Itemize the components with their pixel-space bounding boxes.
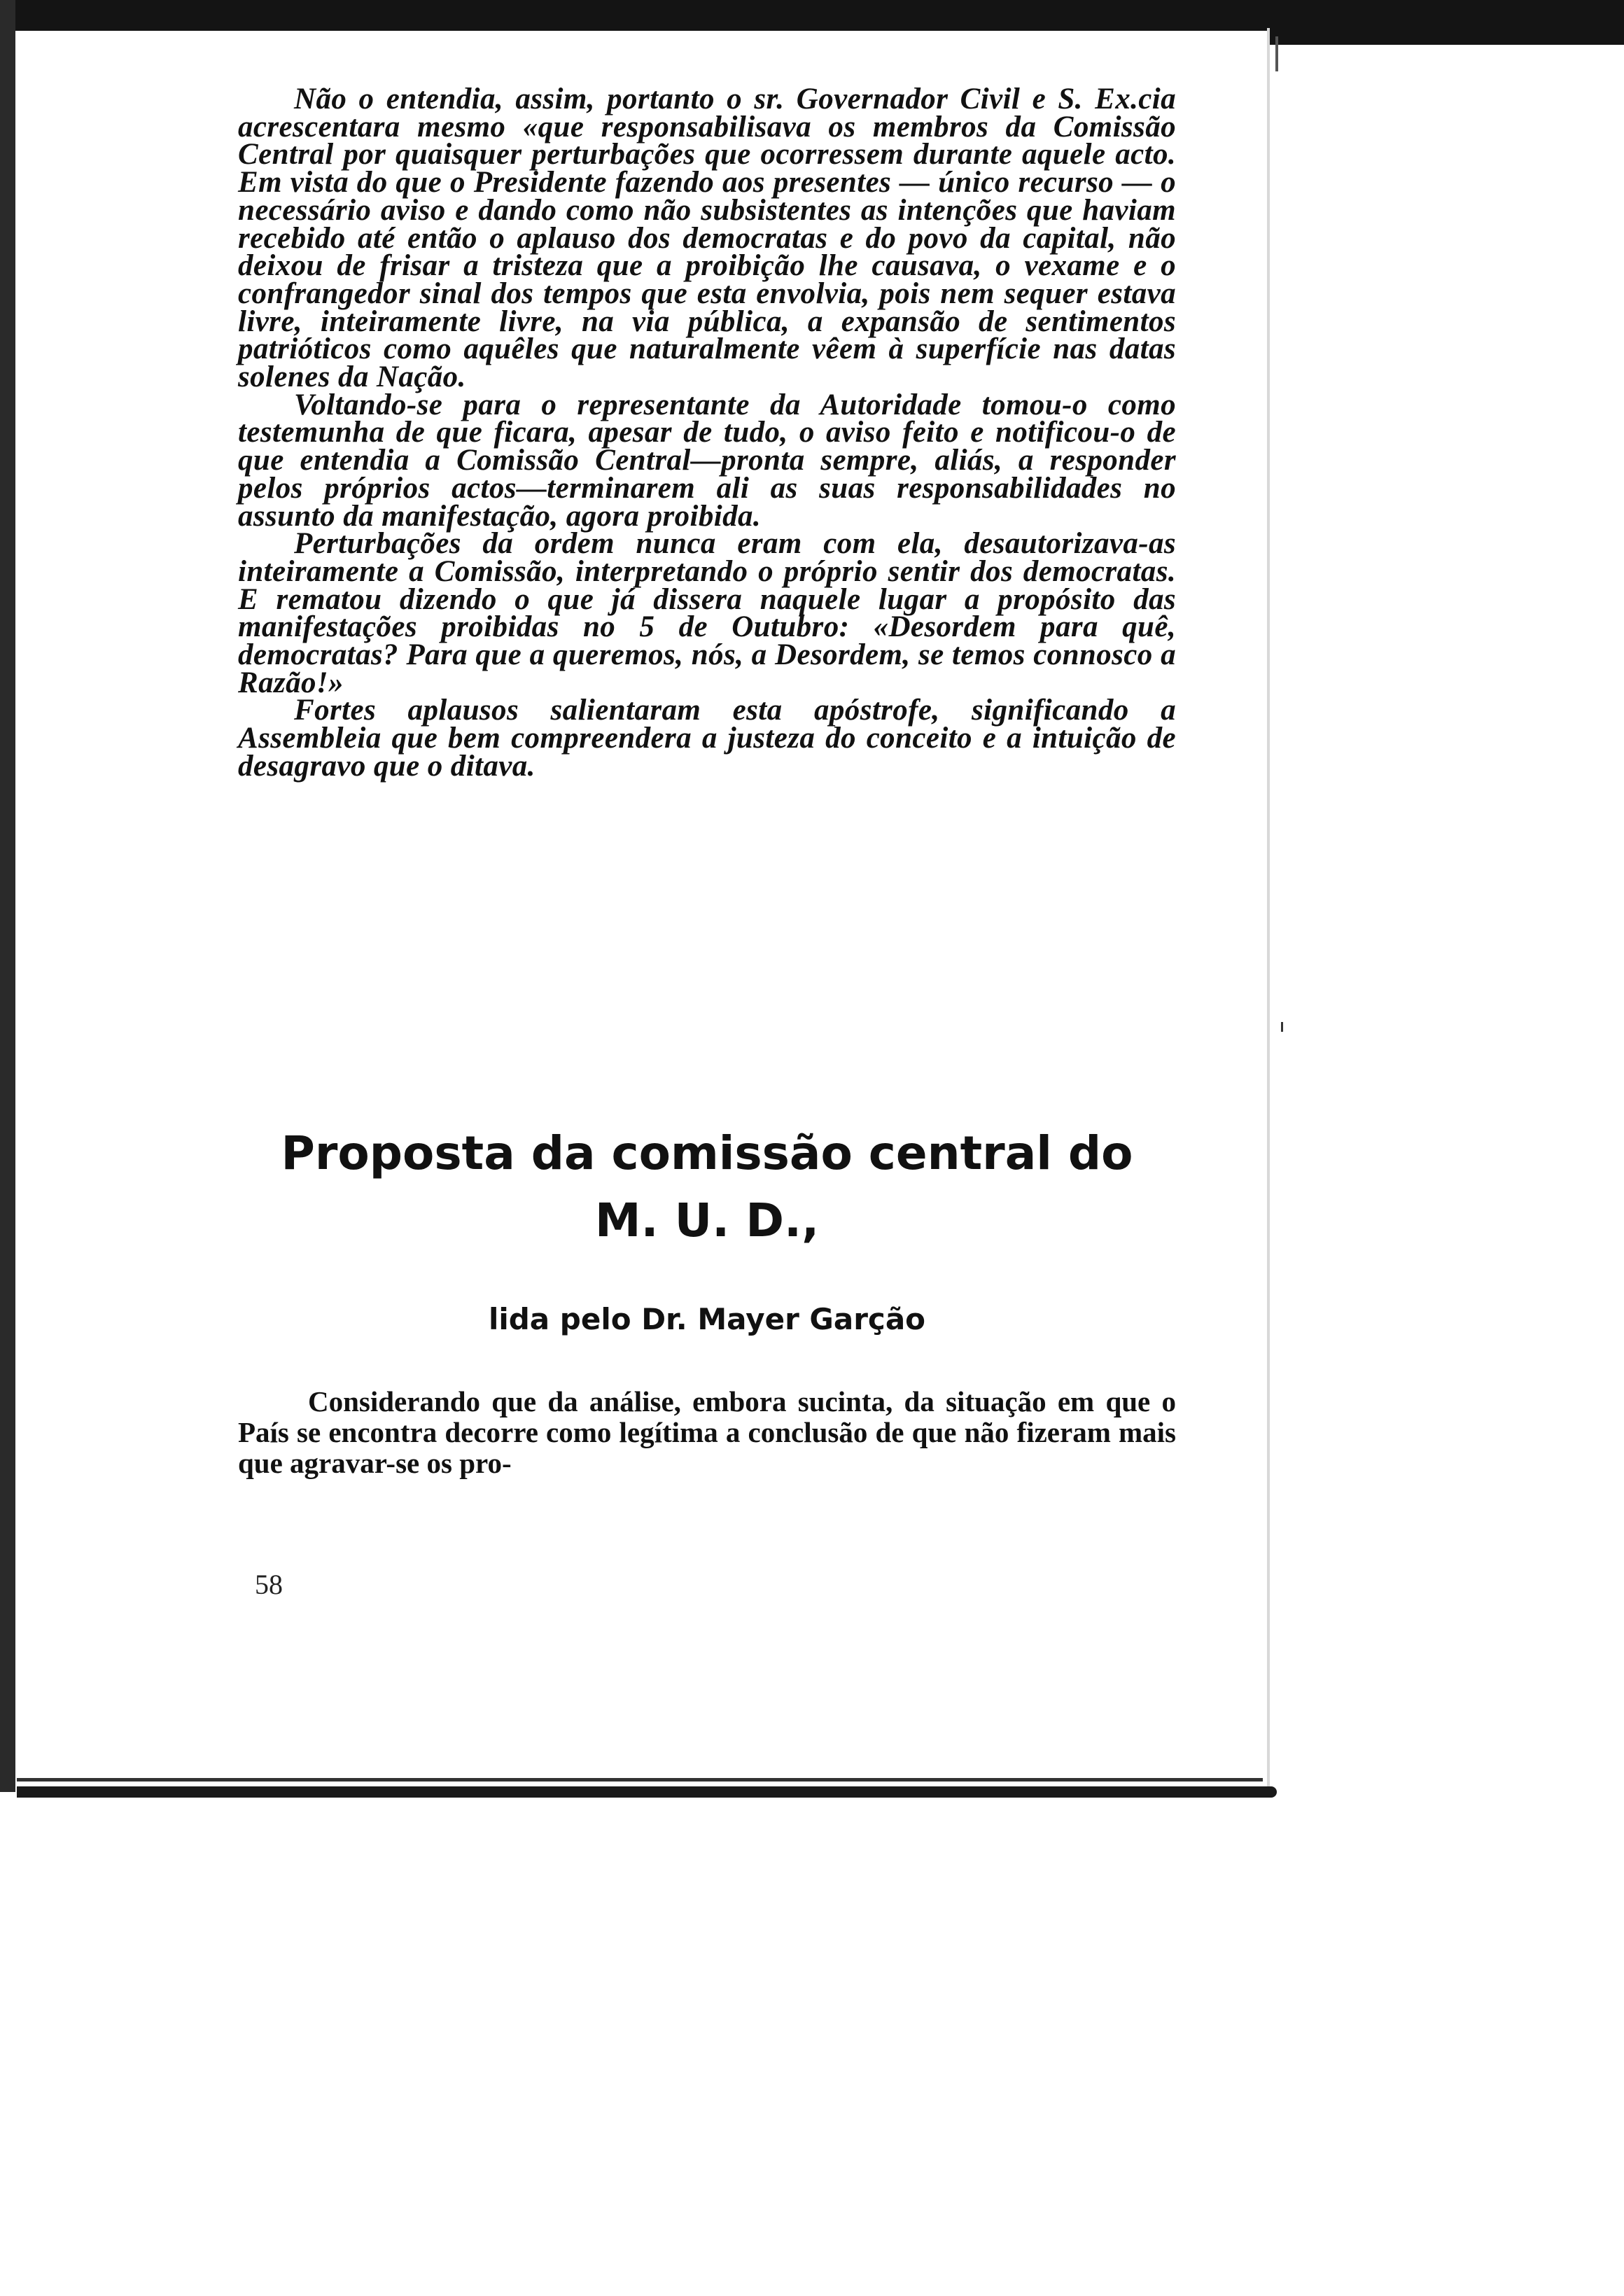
scan-border-top: [0, 0, 1624, 31]
paragraph: Não o entendia, assim, portanto o sr. Governador Civil e S. Ex.cia acrescentara mesmo «que responsabilisava os membros da Comissão Central por quaisquer perturbações que ocorressem durante aquele acto. Em vista do que o Presidente fazendo aos presentes — único recurso — o necessário aviso e dando como não subsistentes as intenções que haviam recebido até então o aplauso dos democratas e do povo da capital, não deixou de frisar a tristeza que a proibição lhe causava, o vexame e o confrangedor sinal dos tempos que esta envolvia, pois nem sequer estava livre, inteiramente livre, na via pública, a expansão de sentimentos patrióticos como aquêles que naturalmente vêem à superfície nas datas solenes da Nação.: [238, 83, 1176, 394]
scan-border-bottom: [17, 1786, 1277, 1798]
page-edge: [1267, 28, 1270, 1792]
scan-mark: [1281, 1022, 1283, 1032]
proposal-text: [238, 1386, 1176, 1478]
paragraph: Voltando-se para o representante da Autoridade tomou-o como testemunha de que ficara, apesar de tudo, o aviso feito e notificou-o de que entendia a Comissão Central—pronta sempre, aliás, a responder pelos próprios actos—terminarem ali as suas responsabilidades no assunto da manifestação, agora proibida.: [238, 388, 1176, 533]
section-heading: [238, 1120, 1176, 1254]
section-subheading: lida pelo Dr. Mayer Garção: [488, 1302, 926, 1336]
scan-mark: [1275, 36, 1278, 71]
paragraph: Considerando que da análise, embora sucinta, da situação em que o País se encontra decorre como legítima a conclusão de que não fizeram mais que agravar-se os pro-: [238, 1385, 1176, 1479]
scan-border-left: [0, 0, 15, 1792]
page-number: 58: [255, 1569, 283, 1600]
paragraph: Fortes aplausos salientaram esta apóstrofe, significando a Assembleia que bem compreendera a justeza do conceito e a intuição de desagravo que o ditava.: [238, 694, 1176, 783]
paragraph: Perturbações da ordem nunca eram com ela, desautorizava-as inteiramente a Comissão, interpretando o próprio sentir dos democratas. E rematou dizendo o que já dissera naquele lugar a propósito das manifestações proibidas no 5 de Outubro: «Desordem para quê, democratas? Para que a queremos, nós, a Desordem, se temos connosco a Razão!»: [238, 527, 1176, 699]
heading-line: M. U. D.,: [594, 1194, 820, 1247]
heading-line: Proposta da comissão central do: [281, 1126, 1133, 1180]
scan-shadow: [1270, 31, 1624, 45]
scan-border-bottom-line: [17, 1778, 1263, 1782]
report-text: [238, 83, 1176, 783]
